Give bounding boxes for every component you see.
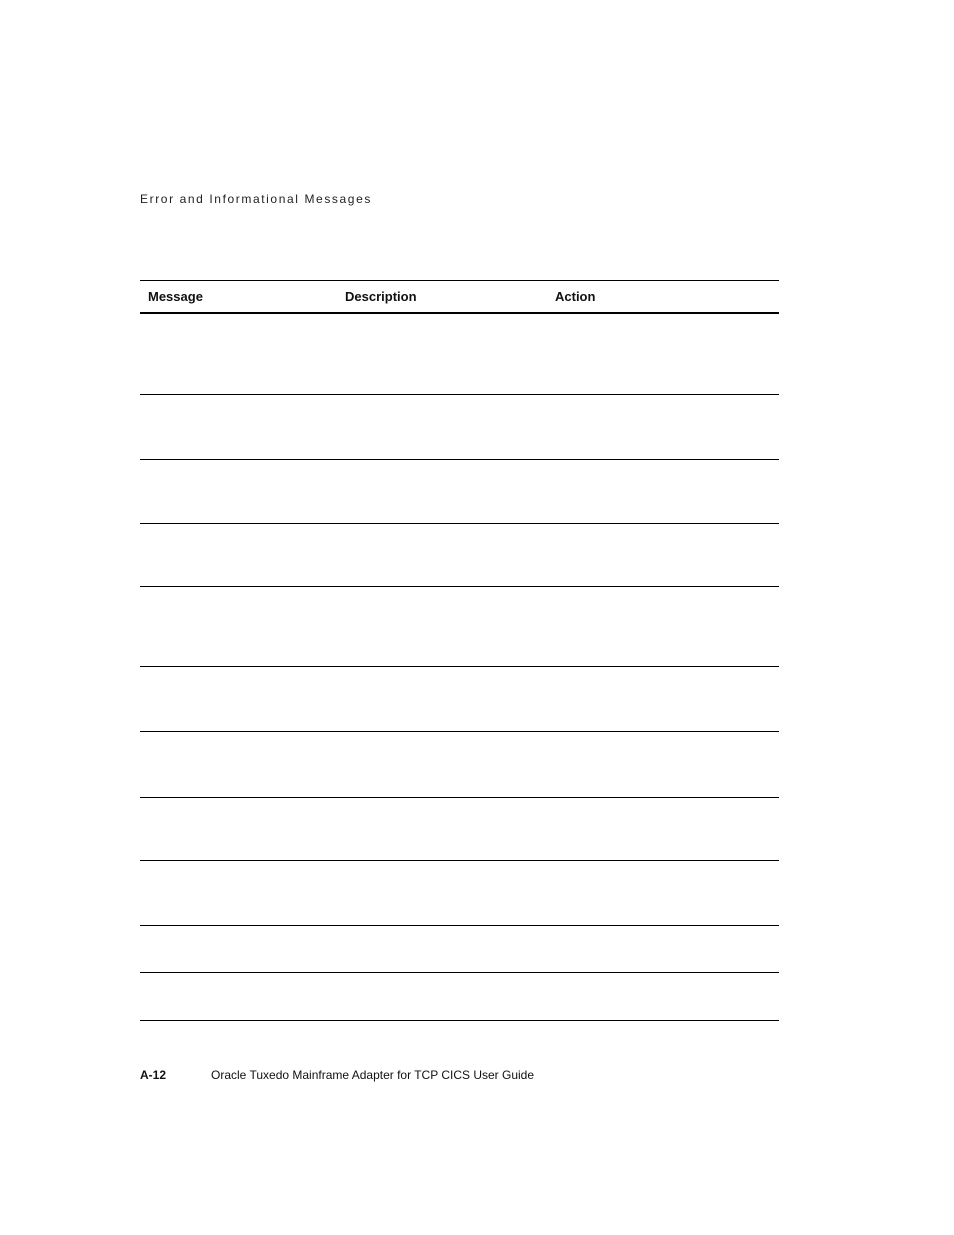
page-footer xyxy=(140,1068,534,1082)
table-row xyxy=(140,395,779,460)
column-header-message: Message xyxy=(140,281,337,313)
running-header: Error and Informational Messages xyxy=(140,192,372,206)
message-cell xyxy=(140,460,337,524)
table-row xyxy=(140,926,779,973)
message-cell xyxy=(140,524,337,587)
table-row xyxy=(140,460,779,524)
description-cell xyxy=(337,667,547,732)
action-cell xyxy=(547,524,779,587)
table-header-row xyxy=(140,281,779,313)
message-cell xyxy=(140,667,337,732)
message-cell xyxy=(140,798,337,861)
table-row xyxy=(140,587,779,667)
message-cell xyxy=(140,395,337,460)
action-cell xyxy=(547,395,779,460)
table-row xyxy=(140,798,779,861)
table-row xyxy=(140,524,779,587)
description-cell xyxy=(337,395,547,460)
description-cell xyxy=(337,861,547,926)
description-cell xyxy=(337,313,547,395)
action-cell xyxy=(547,732,779,798)
message-cell xyxy=(140,313,337,395)
description-cell xyxy=(337,460,547,524)
action-cell xyxy=(547,926,779,973)
message-cell xyxy=(140,973,337,1021)
description-cell xyxy=(337,524,547,587)
message-cell xyxy=(140,587,337,667)
action-cell xyxy=(547,667,779,732)
description-cell xyxy=(337,798,547,861)
table-row xyxy=(140,732,779,798)
action-cell xyxy=(547,587,779,667)
action-cell xyxy=(547,313,779,395)
action-cell xyxy=(547,460,779,524)
messages-table xyxy=(140,280,779,1021)
action-cell xyxy=(547,973,779,1021)
message-cell xyxy=(140,861,337,926)
table-row xyxy=(140,973,779,1021)
message-cell xyxy=(140,926,337,973)
column-header-description: Description xyxy=(337,281,547,313)
book-title: Oracle Tuxedo Mainframe Adapter for TCP CICS User Guide xyxy=(211,1068,535,1082)
page-number: A-12 xyxy=(140,1068,167,1082)
table-row xyxy=(140,667,779,732)
table-row xyxy=(140,313,779,395)
table-row xyxy=(140,861,779,926)
action-cell xyxy=(547,861,779,926)
description-cell xyxy=(337,587,547,667)
column-header-action: Action xyxy=(547,281,779,313)
action-cell xyxy=(547,798,779,861)
message-cell xyxy=(140,732,337,798)
description-cell xyxy=(337,973,547,1021)
description-cell xyxy=(337,732,547,798)
description-cell xyxy=(337,926,547,973)
